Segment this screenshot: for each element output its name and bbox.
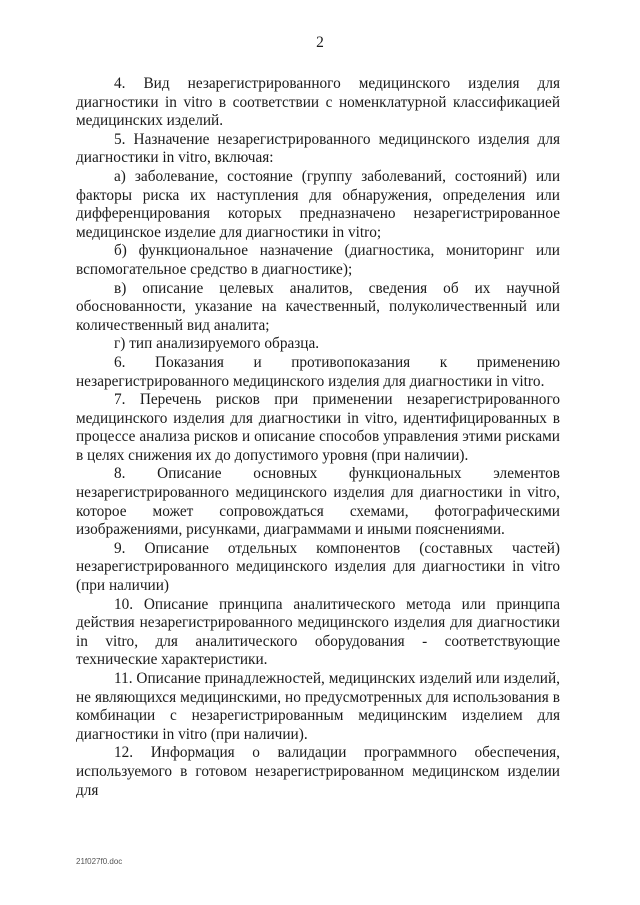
- paragraph-item-12: 12. Информация о валидации программного обеспечения, используемого в готовом незарегистрированном медицинском изделии для: [76, 744, 560, 799]
- document-body: [76, 75, 560, 800]
- paragraph-subitem-b: б) функциональное назначение (диагностика, мониторинг или вспомогательное средство в диагностике);: [76, 242, 560, 278]
- paragraph-item-6: 6. Показания и противопоказания к применению незарегистрированного медицинского изделия для диагностики in vitro.: [76, 353, 560, 390]
- paragraph-subitem-v: в) описание целевых аналитов, сведения об их научной обоснованности, указание на качественный, полуколичественный или количественный вид аналита;: [76, 279, 560, 334]
- paragraph-item-5: 5. Назначение незарегистрированного медицинского изделия для диагностики in vitro, включая:: [76, 130, 560, 167]
- paragraph-subitem-g: г) тип анализируемого образца.: [114, 335, 320, 353]
- paragraph-item-9: 9. Описание отдельных компонентов (составных частей) незарегистрированного медицинского изделия для диагностики in vitro (при наличии): [76, 539, 560, 595]
- paragraph-subitem-a: а) заболевание, состояние (группу заболеваний, состояний) или факторы риска их наступления для обнаружения, определения или дифференцирования которых предназначено незарегистрированное медицинское изделие для диагностики in vitro;: [76, 167, 560, 241]
- page-number: 2: [316, 34, 324, 51]
- paragraph-item-7: 7. Перечень рисков при применении незарегистрированного медицинского изделия для диагностики in vitro, идентифицированных в процессе анализа рисков и описание способов управления этими рисками в целях снижения их до допустимого уровня (при наличии).: [76, 391, 560, 464]
- footer-file-code: 21f027f0.doc: [76, 857, 123, 866]
- paragraph-item-10: 10. Описание принципа аналитического метода или принципа действия незарегистрированного медицинского изделия для диагностики in vitro, для аналитического оборудования - соответствующие технические характеристики.: [76, 595, 560, 669]
- paragraph-item-4: 4. Вид незарегистрированного медицинского изделия для диагностики in vitro в соответствии с номенклатурной классификацией медицинских изделий.: [76, 75, 560, 130]
- paragraph-item-8: 8. Описание основных функциональных элементов незарегистрированного медицинского изделия для диагностики in vitro, которое может сопровождаться схемами, фотографическими изображениями, рисунками, диаграммами и иными пояснениями.: [76, 465, 560, 539]
- paragraph-item-11: 11. Описание принадлежностей, медицинских изделий или изделий, не являющихся медицинскими, но предусмотренных для использования в комбинации с незарегистрированным медицинским изделием для диагностики in vitro (при наличии).: [76, 670, 560, 743]
